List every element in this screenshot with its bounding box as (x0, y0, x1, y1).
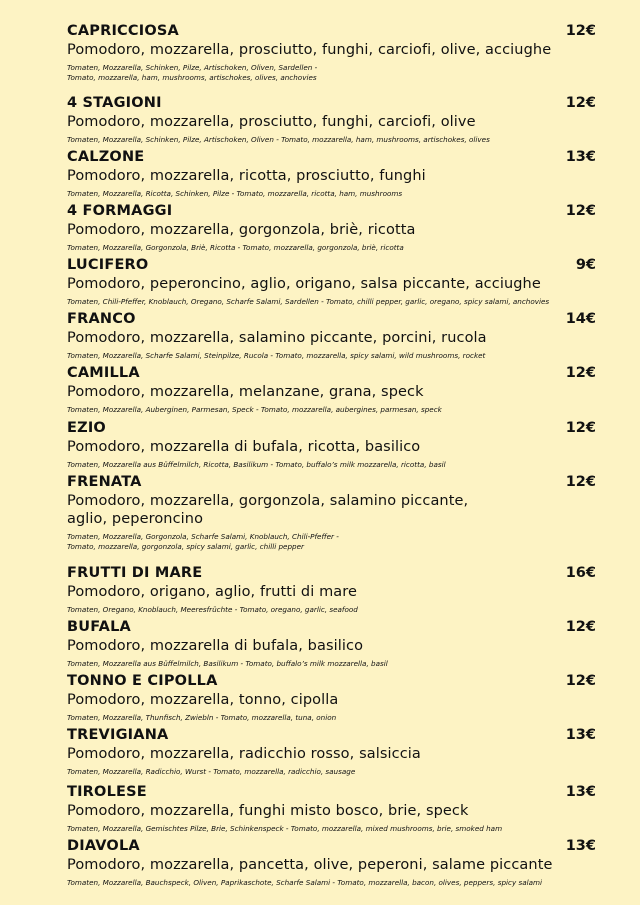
item-translation (67, 135, 587, 145)
item-name: 4 FORMAGGI (67, 203, 173, 219)
translation-line: Tomaten, Mozzarella, Gemischtes Pilze, Brie, Schinkenspeck - Tomato, mozzarella, mixed mushrooms, brie, smoked ham (67, 824, 503, 833)
item-price: 12€ (565, 420, 596, 436)
item-price: 12€ (565, 23, 596, 39)
item-name: DIAVOLA (67, 838, 140, 854)
item-translation (67, 63, 587, 82)
menu-item-4-formaggi (67, 202, 596, 253)
item-price: 12€ (565, 619, 596, 635)
item-translation (67, 189, 587, 199)
item-translation (67, 351, 587, 361)
item-name: TREVIGIANA (67, 727, 169, 743)
menu-item-4-stagioni (67, 94, 596, 145)
item-name: LUCIFERO (67, 257, 149, 273)
translation-line: Tomaten, Chili-Pfeffer, Knoblauch, Oregano, Scharfe Salami, Sardellen - Tomato, chilli pepper, garlic, oregano, spicy salami, anchovies (67, 297, 550, 306)
item-ingredients: Pomodoro, mozzarella, pancetta, olive, peperoni, salame piccante (67, 857, 553, 873)
translation-line: Tomaten, Mozzarella, Ricotta, Schinken, Pilze - Tomato, mozzarella, ricotta, ham, mushrooms (67, 189, 403, 198)
menu-item-calzone (67, 148, 596, 199)
item-name: EZIO (67, 420, 106, 436)
item-name: TIROLESE (67, 784, 147, 800)
item-translation (67, 659, 587, 669)
item-translation (67, 405, 587, 415)
translation-line: Tomaten, Mozzarella, Scharfe Salami, Steinpilze, Rucola - Tomato, mozzarella, spicy salami, wild mushrooms, rocket (67, 351, 486, 360)
menu-item-bufala (67, 618, 596, 669)
item-translation (67, 243, 587, 253)
item-price: 13€ (565, 784, 596, 800)
translation-line: Tomaten, Mozzarella, Schinken, Pilze, Artischoken, Oliven - Tomato, mozzarella, ham, mushrooms, artischokes, olives (67, 135, 490, 144)
translation-line: Tomaten, Mozzarella, Thunfisch, Zwiebln - Tomato, mozzarella, tuna, onion (67, 713, 337, 722)
item-translation (67, 297, 587, 307)
item-name: FRENATA (67, 474, 142, 490)
item-ingredients: Pomodoro, mozzarella di bufala, ricotta, basilico (67, 439, 421, 455)
translation-line: Tomaten, Mozzarella, Gorgonzola, Scharfe Salami, Knoblauch, Chili-Pfeffer - (67, 532, 339, 541)
item-ingredients: Pomodoro, mozzarella, gorgonzola, briè, ricotta (67, 222, 416, 238)
item-ingredients: Pomodoro, mozzarella, tonno, cipolla (67, 692, 339, 708)
menu-item-trevigiana (67, 726, 596, 777)
translation-line: Tomaten, Mozzarella, Schinken, Pilze, Artischoken, Oliven, Sardellen - (67, 63, 318, 72)
item-translation (67, 767, 587, 777)
item-ingredients: Pomodoro, origano, aglio, frutti di mare (67, 584, 358, 600)
item-price: 16€ (565, 565, 596, 581)
item-ingredients: Pomodoro, mozzarella, funghi misto bosco, brie, speck (67, 803, 469, 819)
item-price: 14€ (565, 311, 596, 327)
item-name: FRANCO (67, 311, 136, 327)
menu-item-capricciosa (67, 22, 596, 82)
item-name: 4 STAGIONI (67, 95, 162, 111)
item-ingredients: Pomodoro, mozzarella, prosciutto, funghi, carciofi, olive, acciughe (67, 42, 552, 58)
item-price: 13€ (565, 727, 596, 743)
item-name: CAPRICCIOSA (67, 23, 179, 39)
item-name: FRUTTI DI MARE (67, 565, 203, 581)
item-price: 12€ (565, 95, 596, 111)
menu-item-camilla (67, 364, 596, 415)
menu-item-diavola (67, 837, 596, 888)
menu-item-tirolese (67, 783, 596, 834)
item-translation (67, 878, 587, 888)
item-price: 12€ (565, 474, 596, 490)
translation-line: Tomaten, Mozzarella aus Büffelmilch, Ricotta, Basilikum - Tomato, buffalo’s milk mozzarella, ricotta, basil (67, 460, 446, 469)
item-name: CAMILLA (67, 365, 140, 381)
item-ingredients: Pomodoro, mozzarella, salamino piccante, porcini, rucola (67, 330, 487, 346)
translation-line: Tomaten, Mozzarella aus Büffelmilch, Basilikum - Tomato, buffalo’s milk mozzarella, basil (67, 659, 388, 668)
item-translation (67, 824, 587, 834)
item-ingredients: Pomodoro, mozzarella, melanzane, grana, speck (67, 384, 424, 400)
item-ingredients: Pomodoro, mozzarella di bufala, basilico (67, 638, 364, 654)
item-ingredients: Pomodoro, mozzarella, prosciutto, funghi, carciofi, olive (67, 114, 476, 130)
item-translation (67, 605, 587, 615)
item-price: 12€ (565, 365, 596, 381)
item-price: 13€ (565, 149, 596, 165)
item-price: 12€ (565, 203, 596, 219)
item-translation (67, 460, 587, 470)
translation-line: Tomaten, Mozzarella, Auberginen, Parmesan, Speck - Tomato, mozzarella, aubergines, parmesan, speck (67, 405, 442, 414)
translation-line: Tomaten, Mozzarella, Radicchio, Wurst - Tomato, mozzarella, radicchio, sausage (67, 767, 356, 776)
item-translation (67, 532, 587, 551)
item-ingredients: Pomodoro, mozzarella, gorgonzola, salamino piccante, aglio, peperoncino (67, 493, 469, 527)
menu-item-lucifero (67, 256, 596, 307)
item-name: BUFALA (67, 619, 131, 635)
item-price: 12€ (565, 673, 596, 689)
item-price: 13€ (565, 838, 596, 854)
menu-item-franco (67, 310, 596, 361)
item-ingredients: Pomodoro, peperoncino, aglio, origano, salsa piccante, acciughe (67, 276, 541, 292)
menu-item-frenata (67, 473, 596, 551)
item-ingredients: Pomodoro, mozzarella, ricotta, prosciutto, funghi (67, 168, 426, 184)
menu-item-frutti-di-mare (67, 564, 596, 615)
item-ingredients: Pomodoro, mozzarella, radicchio rosso, salsiccia (67, 746, 421, 762)
item-translation (67, 713, 587, 723)
item-price: 9€ (575, 257, 596, 273)
translation-line: Tomato, mozzarella, ham, mushrooms, artischokes, olives, anchovies (67, 72, 317, 82)
translation-line: Tomaten, Mozzarella, Gorgonzola, Briè, Ricotta - Tomato, mozzarella, gorgonzola, briè, ricotta (67, 243, 404, 252)
translation-line: Tomato, mozzarella, gorgonzola, spicy salami, garlic, chilli pepper (67, 541, 304, 551)
item-name: TONNO E CIPOLLA (67, 673, 218, 689)
translation-line: Tomaten, Oregano, Knoblauch, Meeresfrüchte - Tomato, oregano, garlic, seafood (67, 605, 358, 614)
menu-item-tonno-e-cipolla (67, 672, 596, 723)
item-name: CALZONE (67, 149, 145, 165)
menu-item-ezio (67, 419, 596, 470)
translation-line: Tomaten, Mozzarella, Bauchspeck, Oliven, Paprikaschote, Scharfe Salami - Tomato, mozzarella, bacon, olives, peppers, spicy salami (67, 878, 543, 887)
